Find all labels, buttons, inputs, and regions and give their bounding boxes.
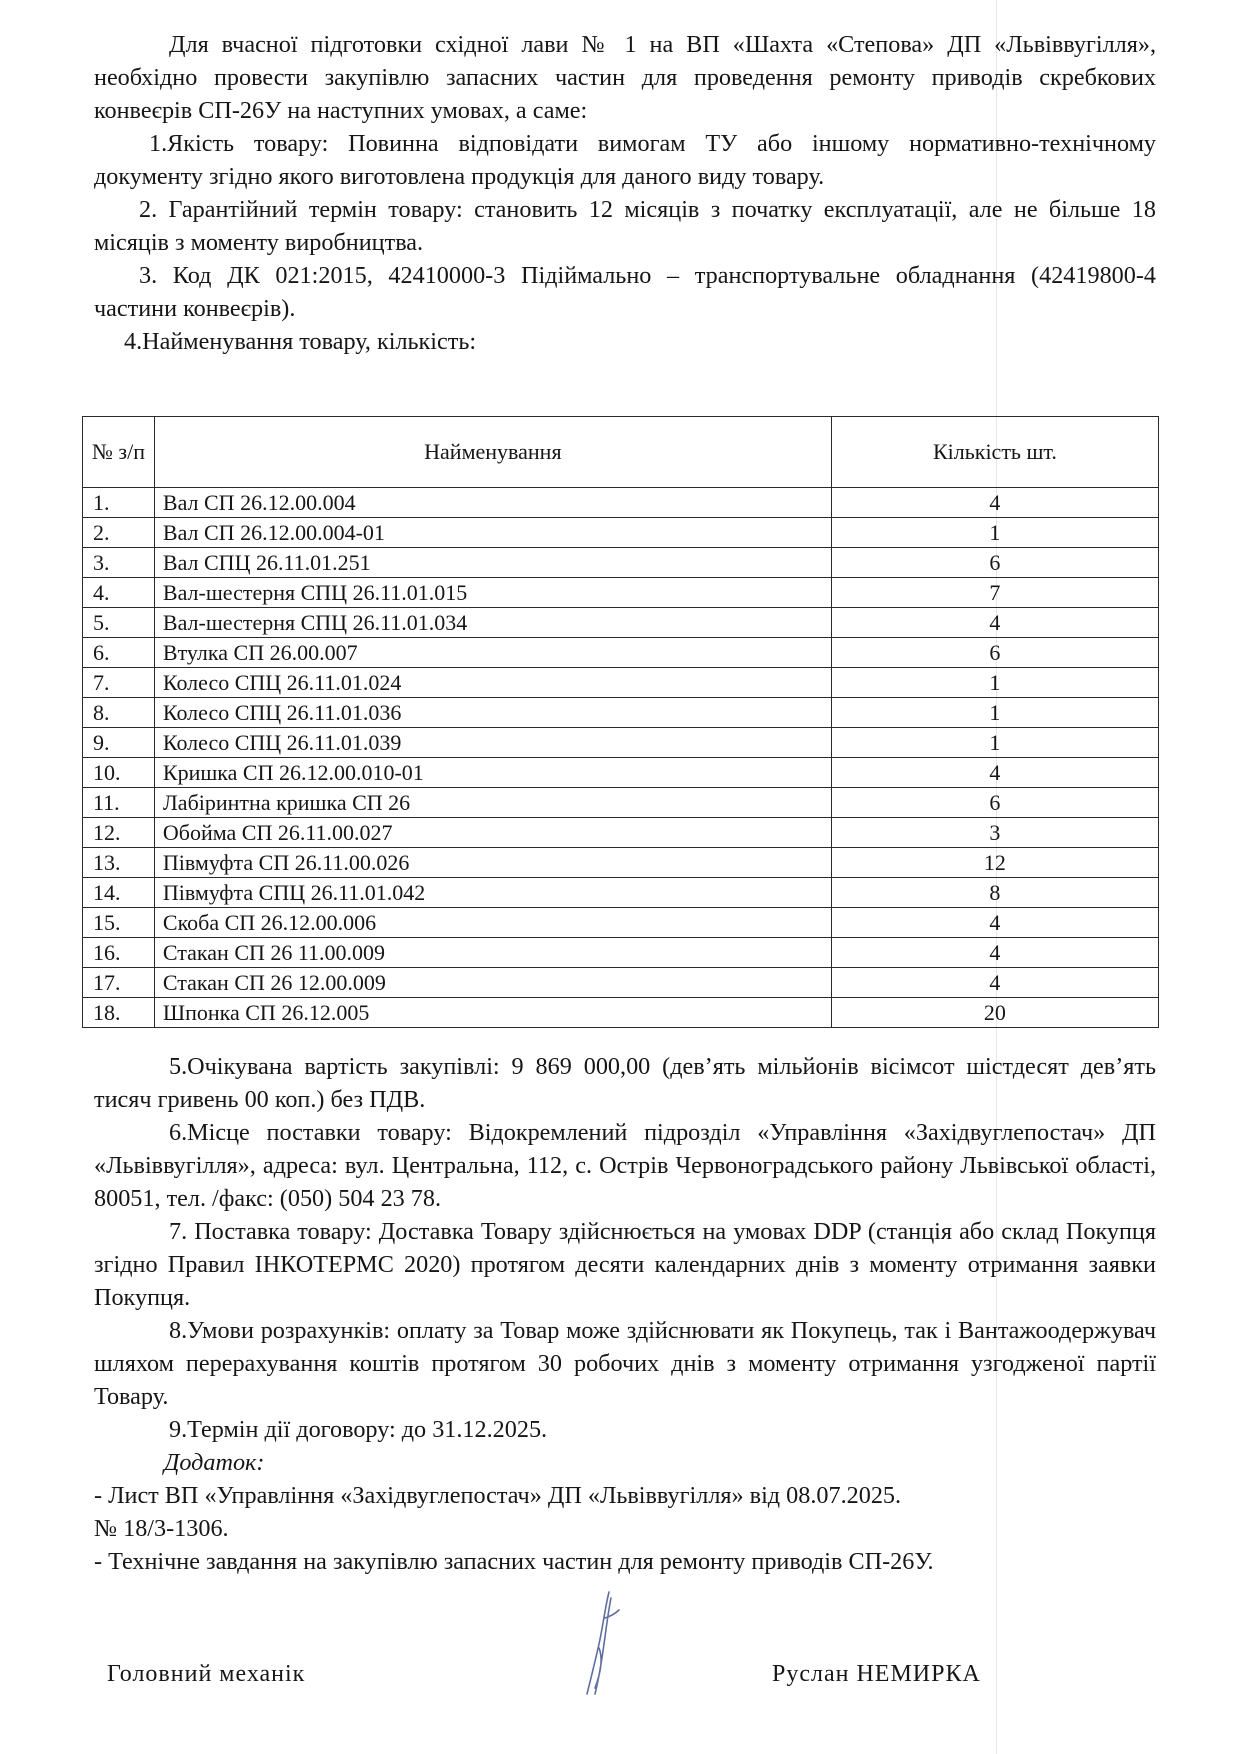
table-row bbox=[83, 968, 1159, 998]
table-row bbox=[83, 758, 1159, 788]
cell-name: Скоба СП 26.12.00.006 bbox=[154, 908, 831, 938]
cell-qty: 4 bbox=[831, 608, 1158, 638]
cell-num: 16. bbox=[83, 938, 155, 968]
cell-num: 7. bbox=[83, 668, 155, 698]
cell-qty: 7 bbox=[831, 578, 1158, 608]
cell-name: Шпонка СП 26.12.005 bbox=[154, 998, 831, 1028]
cell-qty: 1 bbox=[831, 728, 1158, 758]
cell-qty: 6 bbox=[831, 638, 1158, 668]
table-row bbox=[83, 938, 1159, 968]
table-row bbox=[83, 488, 1159, 518]
header-name: Найменування bbox=[154, 417, 831, 488]
table-row bbox=[83, 638, 1159, 668]
cell-qty: 12 bbox=[831, 848, 1158, 878]
table-row bbox=[83, 668, 1159, 698]
cell-name: Обойма СП 26.11.00.027 bbox=[154, 818, 831, 848]
cell-qty: 3 bbox=[831, 818, 1158, 848]
table-row bbox=[83, 908, 1159, 938]
cell-qty: 4 bbox=[831, 758, 1158, 788]
table-row bbox=[83, 818, 1159, 848]
cell-num: 3. bbox=[83, 548, 155, 578]
cell-name: Вал СП 26.12.00.004 bbox=[154, 488, 831, 518]
cell-qty: 6 bbox=[831, 788, 1158, 818]
cell-name: Стакан СП 26 11.00.009 bbox=[154, 938, 831, 968]
cell-qty: 4 bbox=[831, 968, 1158, 998]
cell-num: 6. bbox=[83, 638, 155, 668]
header-qty: Кількість шт. bbox=[831, 417, 1158, 488]
cell-num: 13. bbox=[83, 848, 155, 878]
item-quality: 1.Якість товару: Повинна відповідати вимогам ТУ або іншому нормативно-технічному документу згідно якого виготовлена продукція для даного виду товару. bbox=[94, 130, 1156, 190]
table-row bbox=[83, 788, 1159, 818]
cell-num: 2. bbox=[83, 518, 155, 548]
item-delivery-terms: 7. Поставка товару: Доставка Товару здійснюється на умовах DDP (станція або склад Покупця згідно Правил ІНКОТЕРМС 2020) протягом десяти календарних днів з моменту отримання заявки Покупця. bbox=[94, 1218, 1156, 1311]
table-row bbox=[83, 998, 1159, 1028]
table-row bbox=[83, 728, 1159, 758]
cell-name: Колесо СПЦ 26.11.01.036 bbox=[154, 698, 831, 728]
cell-name: Вал СП 26.12.00.004-01 bbox=[154, 518, 831, 548]
item-cost: 5.Очікувана вартість закупівлі: 9 869 000,00 (дев’ять мільйонів вісімсот шістдесят дев’ять тисяч гривень 00 коп.) без ПДВ. bbox=[94, 1053, 1156, 1113]
goods-table bbox=[82, 416, 1159, 1028]
cell-num: 11. bbox=[83, 788, 155, 818]
cell-qty: 4 bbox=[831, 488, 1158, 518]
cell-num: 1. bbox=[83, 488, 155, 518]
item-goods-heading: 4.Найменування товару, кількість: bbox=[124, 328, 477, 355]
appendix-line-2: № 18/3-1306. bbox=[94, 1515, 229, 1542]
table-row bbox=[83, 578, 1159, 608]
cell-num: 17. bbox=[83, 968, 155, 998]
item-contract-term: 9.Термін дії договору: до 31.12.2025. bbox=[169, 1416, 548, 1443]
appendix-line-3: - Технічне завдання на закупівлю запасних частин для ремонту приводів СП-26У. bbox=[94, 1548, 934, 1575]
signature-name: Руслан НЕМИРКА bbox=[772, 1661, 981, 1687]
table-row bbox=[83, 878, 1159, 908]
cell-qty: 8 bbox=[831, 878, 1158, 908]
cell-num: 18. bbox=[83, 998, 155, 1028]
header-num: № з/п bbox=[83, 417, 155, 488]
intro-paragraph: Для вчасної підготовки східної лави № 1 на ВП «Шахта «Степова» ДП «Львіввугілля», необхідно провести закупівлю запасних частин для проведення ремонту приводів скребкових конвеєрів СП-26У на наступних умовах, а саме: bbox=[94, 31, 1156, 124]
cell-name: Вал-шестерня СПЦ 26.11.01.034 bbox=[154, 608, 831, 638]
document-body-top bbox=[94, 28, 1156, 358]
item-delivery-place: 6.Місце поставки товару: Відокремлений підрозділ «Управління «Західвуглепостач» ДП «Львіввугілля», адреса: вул. Центральна, 112, с. Острів Червоноградського району Львівської області, 80051, тел. /факс: (050) 504 23 78. bbox=[94, 1119, 1156, 1212]
cell-num: 4. bbox=[83, 578, 155, 608]
cell-num: 8. bbox=[83, 698, 155, 728]
cell-qty: 1 bbox=[831, 698, 1158, 728]
item-warranty: 2. Гарантійний термін товару: становить 12 місяців з початку експлуатації, але не більше 18 місяців з моменту виробництва. bbox=[94, 196, 1156, 256]
table-row bbox=[83, 548, 1159, 578]
table-row bbox=[83, 608, 1159, 638]
cell-name: Колесо СПЦ 26.11.01.039 bbox=[154, 728, 831, 758]
handwritten-signature bbox=[575, 1588, 635, 1698]
cell-num: 10. bbox=[83, 758, 155, 788]
cell-name: Півмуфта СП 26.11.00.026 bbox=[154, 848, 831, 878]
cell-name: Колесо СПЦ 26.11.01.024 bbox=[154, 668, 831, 698]
table-row bbox=[83, 698, 1159, 728]
cell-qty: 6 bbox=[831, 548, 1158, 578]
cell-qty: 1 bbox=[831, 518, 1158, 548]
appendix-line-1: - Лист ВП «Управління «Західвуглепостач» ДП «Львіввугілля» від 08.07.2025. bbox=[94, 1482, 902, 1509]
cell-num: 9. bbox=[83, 728, 155, 758]
cell-num: 12. bbox=[83, 818, 155, 848]
cell-num: 14. bbox=[83, 878, 155, 908]
cell-name: Кришка СП 26.12.00.010-01 bbox=[154, 758, 831, 788]
cell-name: Вал СПЦ 26.11.01.251 bbox=[154, 548, 831, 578]
cell-name: Лабіринтна кришка СП 26 bbox=[154, 788, 831, 818]
cell-name: Стакан СП 26 12.00.009 bbox=[154, 968, 831, 998]
document-body-bottom bbox=[94, 1050, 1156, 1578]
cell-qty: 4 bbox=[831, 908, 1158, 938]
cell-name: Втулка СП 26.00.007 bbox=[154, 638, 831, 668]
appendix-title: Додаток: bbox=[164, 1449, 265, 1476]
cell-qty: 4 bbox=[831, 938, 1158, 968]
table-header-row bbox=[83, 417, 1159, 488]
cell-name: Вал-шестерня СПЦ 26.11.01.015 bbox=[154, 578, 831, 608]
cell-num: 5. bbox=[83, 608, 155, 638]
cell-qty: 20 bbox=[831, 998, 1158, 1028]
table-row bbox=[83, 518, 1159, 548]
item-code: 3. Код ДК 021:2015, 42410000-3 Підіймально – транспортувальне обладнання (42419800-4 частини конвеєрів). bbox=[94, 262, 1156, 322]
cell-qty: 1 bbox=[831, 668, 1158, 698]
cell-num: 15. bbox=[83, 908, 155, 938]
item-payment: 8.Умови розрахунків: оплату за Товар може здійснювати як Покупець, так і Вантажоодержувач шляхом перерахування коштів протягом 30 робочих днів з моменту отримання узгодженої партії Товару. bbox=[94, 1317, 1156, 1410]
table-row bbox=[83, 848, 1159, 878]
cell-name: Півмуфта СПЦ 26.11.01.042 bbox=[154, 878, 831, 908]
signature-position: Головний механік bbox=[107, 1661, 306, 1687]
